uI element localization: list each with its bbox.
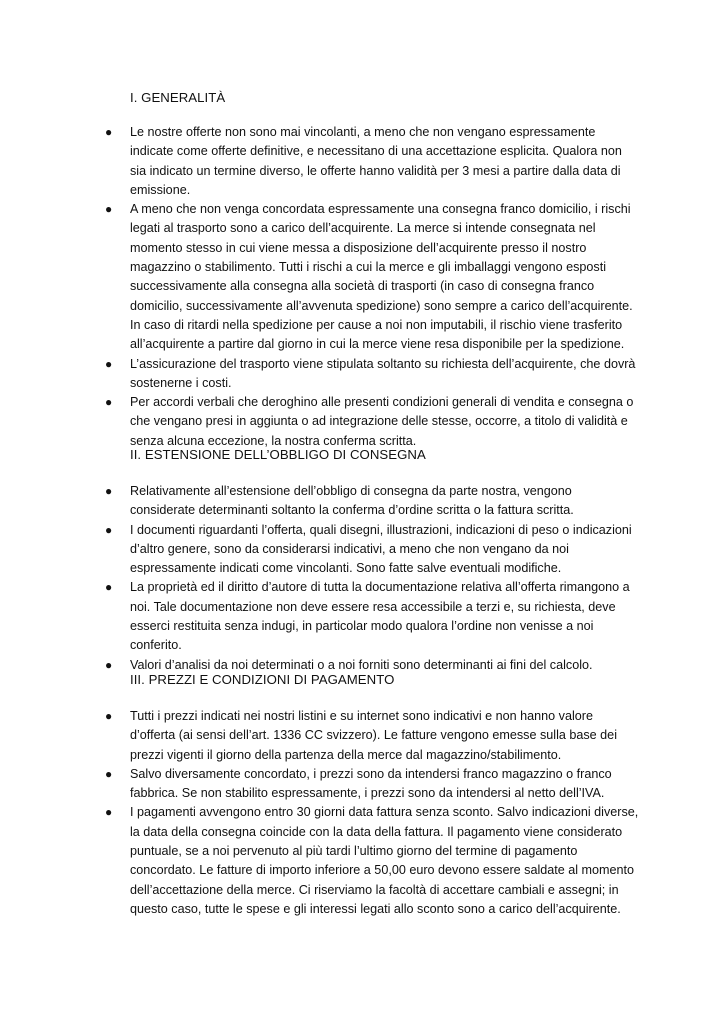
list-item	[0, 521, 640, 579]
list-item	[0, 393, 640, 451]
list-item-text: I pagamenti avvengono entro 30 giorni data fattura senza sconto. Salvo indicazioni diverse, la data della consegna coincide con la data della fattura. Il pagamento viene considerato puntuale, se a noi pervenuto al più tardi l’ultimo giorno del termine di pagamento concordato. Le fatture di importo inferiore a 50,00 euro devono essere saldate al momento dell’accettazione della merce. Ci riserviamo la facoltà di accettare cambiali e assegni; in questo caso, tutte le spese e gli interessi legati allo sconto sono a carico dell’acquirente.	[130, 805, 639, 916]
bullet-icon: ●	[105, 522, 113, 537]
bullet-list	[0, 482, 725, 675]
list-item-text: Tutti i prezzi indicati nei nostri listini e su internet sono indicativi e non hanno valore d’offerta (ai sensi dell’art. 1336 CC svizzero). Le fatture vengono emesse sulla base dei prezzi vigenti il giorno della partenza della merce dal magazzino/stabilimento.	[130, 709, 617, 762]
bullet-icon: ●	[105, 766, 113, 781]
list-item-text: Per accordi verbali che deroghino alle presenti condizioni generali di vendita e consegna o che vengano presi in aggiunta o ad integrazione delle stesse, occorre, a titolo di validità e senza alcuna eccezione, la nostra conferma scritta.	[130, 395, 634, 448]
bullet-icon: ●	[105, 709, 113, 723]
list-item	[0, 803, 640, 919]
list-item	[0, 200, 640, 354]
list-item-text: A meno che non venga concordata espressamente una consegna franco domicilio, i rischi legati al trasporto sono a carico dell’acquirente. La merce si intende consegnata nel momento stesso in cui viene messa a disposizione dell’acquirente presso il nostro magazzino o stabilimento. Tutti i rischi a cui la merce e gli imballaggi vengono esposti successivamente alla consegna alla società di trasporti (in caso di consegna franco domicilio, successivamente all’avvenuta spedizione) sono sempre a carico dell’acquirente. In caso di ritardi nella spedizione per cause a noi non imputabili, il rischio viene trasferito all’acquirente a partire dal giorno in cui la merce viene resa disponibile per la spedizione.	[130, 202, 633, 352]
bullet-icon: ●	[105, 805, 113, 820]
section-heading: I. GENERALITÀ	[130, 90, 226, 105]
list-item	[0, 707, 640, 765]
list-item-text: I documenti riguardanti l’offerta, quali disegni, illustrazioni, indicazioni di peso o indicazioni d’altro genere, sono da considerarsi indicativi, a meno che non vengano da noi espressamente indicati come vincolanti. Sono fatte salve eventuali modifiche.	[130, 522, 632, 576]
list-item	[0, 578, 640, 655]
list-item-text: Relativamente all’estensione dell’obbligo di consegna da parte nostra, vengono considerate determinanti soltanto la conferma d’ordine scritta o la fattura scritta.	[130, 484, 574, 518]
list-item	[0, 482, 640, 521]
list-item	[0, 355, 640, 394]
list-item	[0, 765, 640, 804]
list-item-text: L’assicurazione del trasporto viene stipulata soltanto su richiesta dell’acquirente, che dovrà sostenerne i costi.	[130, 356, 636, 390]
list-item-text: Salvo diversamente concordato, i prezzi sono da intendersi franco magazzino o franco fabbrica. Se non stabilito espressamente, i prezzi sono da intendersi al netto dell’IVA.	[130, 766, 612, 801]
section-heading: II. ESTENSIONE DELL’OBBLIGO DI CONSEGNA	[130, 447, 426, 462]
bullet-list	[0, 707, 725, 919]
bullet-icon: ●	[105, 484, 113, 498]
bullet-icon: ●	[105, 580, 113, 595]
section-heading: III. PREZZI E CONDIZIONI DI PAGAMENTO	[130, 672, 395, 687]
bullet-icon: ●	[105, 125, 113, 139]
bullet-icon: ●	[105, 202, 113, 217]
bullet-icon: ●	[105, 657, 113, 672]
list-item-text: Le nostre offerte non sono mai vincolanti, a meno che non vengano espressamente indicate come offerte definitive, e necessitano di una accettazione esplicita. Qualora non sia indicato un termine diverso, le offerte hanno validità per 3 mesi a partire dalla data di emissione.	[130, 125, 622, 197]
list-item-text: La proprietà ed il diritto d’autore di tutta la documentazione relativa all’offerta rimangono a noi. Tale documentazione non deve essere resa accessibile a terzi e, su richiesta, deve esserci restituita senza indugi, in particolar modo qualora l’ordine non venisse a noi conferito.	[130, 580, 630, 653]
bullet-icon: ●	[105, 356, 113, 371]
list-item-text: Valori d’analisi da noi determinati o a noi forniti sono determinanti ai fini del calcolo.	[130, 657, 593, 672]
bullet-list	[0, 123, 725, 451]
list-item	[0, 123, 640, 200]
bullet-icon: ●	[105, 395, 113, 410]
